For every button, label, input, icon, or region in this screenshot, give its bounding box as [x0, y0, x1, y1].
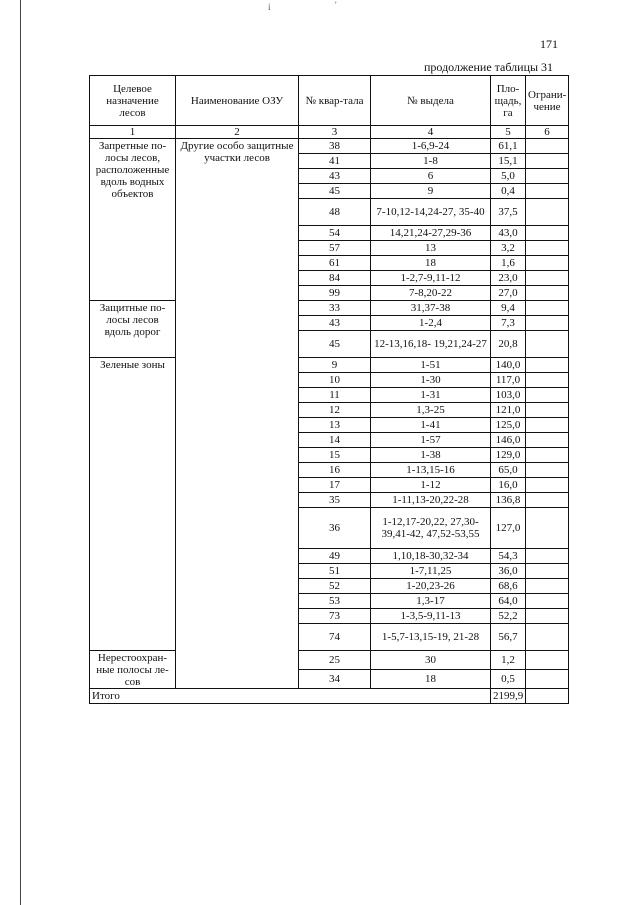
- scan-mark: ': [335, 0, 337, 10]
- area-cell: 54,3: [491, 549, 526, 564]
- allotment-cell: 1-51: [371, 358, 491, 373]
- quarter-cell: 12: [299, 403, 371, 418]
- allotment-cell: 1-8: [371, 154, 491, 169]
- purpose-cell: Нерестоохран-ные полосы ле-сов: [90, 651, 176, 689]
- allotment-cell: 1-13,15-16: [371, 463, 491, 478]
- column-number: 2: [176, 126, 299, 139]
- restriction-cell: [526, 358, 569, 373]
- quarter-cell: 53: [299, 594, 371, 609]
- area-cell: 103,0: [491, 388, 526, 403]
- restriction-cell: [526, 508, 569, 549]
- column-number: 6: [526, 126, 569, 139]
- quarter-cell: 54: [299, 226, 371, 241]
- area-cell: 125,0: [491, 418, 526, 433]
- quarter-cell: 61: [299, 256, 371, 271]
- allotment-cell: 1-6,9-24: [371, 139, 491, 154]
- quarter-cell: 45: [299, 331, 371, 358]
- allotment-cell: 18: [371, 670, 491, 689]
- quarter-cell: 84: [299, 271, 371, 286]
- header-quarter: № квар-тала: [299, 76, 371, 126]
- area-cell: 61,1: [491, 139, 526, 154]
- area-cell: 121,0: [491, 403, 526, 418]
- restriction-cell: [526, 388, 569, 403]
- restriction-cell: [526, 139, 569, 154]
- restriction-cell: [526, 433, 569, 448]
- quarter-cell: 41: [299, 154, 371, 169]
- allotment-cell: 1-12,17-20,22, 27,30-39,41-42, 47,52-53,55: [371, 508, 491, 549]
- quarter-cell: 9: [299, 358, 371, 373]
- quarter-cell: 43: [299, 169, 371, 184]
- allotment-cell: 30: [371, 651, 491, 670]
- quarter-cell: 17: [299, 478, 371, 493]
- restriction-cell: [526, 418, 569, 433]
- header-allotment: № выдела: [371, 76, 491, 126]
- restriction-cell: [526, 651, 569, 670]
- restriction-cell: [526, 199, 569, 226]
- allotment-cell: 1-12: [371, 478, 491, 493]
- restriction-cell: [526, 493, 569, 508]
- area-cell: 7,3: [491, 316, 526, 331]
- restriction-cell: [526, 624, 569, 651]
- quarter-cell: 34: [299, 670, 371, 689]
- quarter-cell: 36: [299, 508, 371, 549]
- area-cell: 37,5: [491, 199, 526, 226]
- restriction-cell: [526, 403, 569, 418]
- quarter-cell: 73: [299, 609, 371, 624]
- restriction-cell: [526, 448, 569, 463]
- table-body: [90, 139, 569, 689]
- restriction-cell: [526, 301, 569, 316]
- column-number: 5: [491, 126, 526, 139]
- table-row: [90, 651, 569, 670]
- scan-mark: i: [268, 2, 271, 12]
- area-cell: 140,0: [491, 358, 526, 373]
- quarter-cell: 38: [299, 139, 371, 154]
- area-cell: 9,4: [491, 301, 526, 316]
- allotment-cell: 1,10,18-30,32-34: [371, 549, 491, 564]
- page-number: 171: [540, 37, 558, 51]
- allotment-cell: 1-3,5-9,11-13: [371, 609, 491, 624]
- allotment-cell: 1-57: [371, 433, 491, 448]
- restriction-cell: [526, 271, 569, 286]
- restriction-cell: [526, 670, 569, 689]
- restriction-cell: [526, 316, 569, 331]
- restriction-cell: [526, 478, 569, 493]
- quarter-cell: 10: [299, 373, 371, 388]
- purpose-cell: Запретные по-лосы лесов, расположенные вдоль водных объектов: [90, 139, 176, 301]
- area-cell: 52,2: [491, 609, 526, 624]
- quarter-cell: 74: [299, 624, 371, 651]
- allotment-cell: 1-31: [371, 388, 491, 403]
- quarter-cell: 52: [299, 579, 371, 594]
- allotment-cell: 14,21,24-27,29-36: [371, 226, 491, 241]
- quarter-cell: 48: [299, 199, 371, 226]
- restriction-cell: [526, 256, 569, 271]
- quarter-cell: 45: [299, 184, 371, 199]
- area-cell: 117,0: [491, 373, 526, 388]
- allotment-cell: 6: [371, 169, 491, 184]
- area-cell: 16,0: [491, 478, 526, 493]
- allotment-cell: 7-8,20-22: [371, 286, 491, 301]
- quarter-cell: 51: [299, 564, 371, 579]
- purpose-cell: Защитные по-лосы лесов вдоль дорог: [90, 301, 176, 358]
- quarter-cell: 35: [299, 493, 371, 508]
- allotment-cell: 31,37-38: [371, 301, 491, 316]
- restriction-cell: [526, 184, 569, 199]
- total-value: 2199,9: [491, 689, 526, 704]
- area-cell: 127,0: [491, 508, 526, 549]
- quarter-cell: 15: [299, 448, 371, 463]
- area-cell: 43,0: [491, 226, 526, 241]
- allotment-cell: 1,3-25: [371, 403, 491, 418]
- restriction-cell: [526, 226, 569, 241]
- total-row: [90, 689, 569, 704]
- header-area: Пло-щадь, га: [491, 76, 526, 126]
- quarter-cell: 33: [299, 301, 371, 316]
- area-cell: 64,0: [491, 594, 526, 609]
- quarter-cell: 57: [299, 241, 371, 256]
- area-cell: 56,7: [491, 624, 526, 651]
- area-cell: 0,4: [491, 184, 526, 199]
- restriction-cell: [526, 594, 569, 609]
- column-number: 1: [90, 126, 176, 139]
- area-cell: 20,8: [491, 331, 526, 358]
- allotment-cell: 1-2,7-9,11-12: [371, 271, 491, 286]
- restriction-cell: [526, 579, 569, 594]
- quarter-cell: 13: [299, 418, 371, 433]
- quarter-cell: 25: [299, 651, 371, 670]
- area-cell: 5,0: [491, 169, 526, 184]
- allotment-cell: 7-10,12-14,24-27, 35-40: [371, 199, 491, 226]
- area-cell: 65,0: [491, 463, 526, 478]
- allotment-cell: 1-2,4: [371, 316, 491, 331]
- total-restriction: [526, 689, 569, 704]
- allotment-cell: 1-30: [371, 373, 491, 388]
- area-cell: 1,2: [491, 651, 526, 670]
- allotment-cell: 1-41: [371, 418, 491, 433]
- header-purpose: Целевое назначение лесов: [90, 76, 176, 126]
- area-cell: 136,8: [491, 493, 526, 508]
- allotment-cell: 9: [371, 184, 491, 199]
- table-row: [90, 139, 569, 154]
- column-number: 3: [299, 126, 371, 139]
- quarter-cell: 99: [299, 286, 371, 301]
- area-cell: 146,0: [491, 433, 526, 448]
- area-cell: 23,0: [491, 271, 526, 286]
- header-ozu-name: Наименование ОЗУ: [176, 76, 299, 126]
- quarter-cell: 16: [299, 463, 371, 478]
- restriction-cell: [526, 241, 569, 256]
- allotment-cell: 1-11,13-20,22-28: [371, 493, 491, 508]
- scan-edge-line: [20, 0, 21, 905]
- allotment-cell: 13: [371, 241, 491, 256]
- restriction-cell: [526, 169, 569, 184]
- area-cell: 0,5: [491, 670, 526, 689]
- restriction-cell: [526, 331, 569, 358]
- column-number: 4: [371, 126, 491, 139]
- table-row: [90, 358, 569, 373]
- allotment-cell: 1-20,23-26: [371, 579, 491, 594]
- allotment-cell: 1-5,7-13,15-19, 21-28: [371, 624, 491, 651]
- restriction-cell: [526, 549, 569, 564]
- total-label: Итого: [90, 689, 491, 704]
- table-continuation-label: продолжение таблицы 31: [424, 60, 554, 74]
- area-cell: 36,0: [491, 564, 526, 579]
- header-restriction: Ограни-чение: [526, 76, 569, 126]
- header-row: [90, 76, 569, 126]
- restriction-cell: [526, 286, 569, 301]
- allotment-cell: 1,3-17: [371, 594, 491, 609]
- area-cell: 27,0: [491, 286, 526, 301]
- area-cell: 129,0: [491, 448, 526, 463]
- area-cell: 68,6: [491, 579, 526, 594]
- column-number-row: [90, 126, 569, 139]
- quarter-cell: 43: [299, 316, 371, 331]
- restriction-cell: [526, 373, 569, 388]
- quarter-cell: 11: [299, 388, 371, 403]
- area-cell: 3,2: [491, 241, 526, 256]
- allotment-cell: 18: [371, 256, 491, 271]
- forest-protection-table: [89, 75, 569, 704]
- quarter-cell: 49: [299, 549, 371, 564]
- restriction-cell: [526, 154, 569, 169]
- area-cell: 1,6: [491, 256, 526, 271]
- restriction-cell: [526, 463, 569, 478]
- allotment-cell: 1-7,11,25: [371, 564, 491, 579]
- table-row: [90, 301, 569, 316]
- allotment-cell: 12-13,16,18- 19,21,24-27: [371, 331, 491, 358]
- quarter-cell: 14: [299, 433, 371, 448]
- restriction-cell: [526, 609, 569, 624]
- area-cell: 15,1: [491, 154, 526, 169]
- allotment-cell: 1-38: [371, 448, 491, 463]
- purpose-cell: Зеленые зоны: [90, 358, 176, 651]
- restriction-cell: [526, 564, 569, 579]
- ozu-name-cell: Другие особо защитные участки лесов: [176, 139, 299, 689]
